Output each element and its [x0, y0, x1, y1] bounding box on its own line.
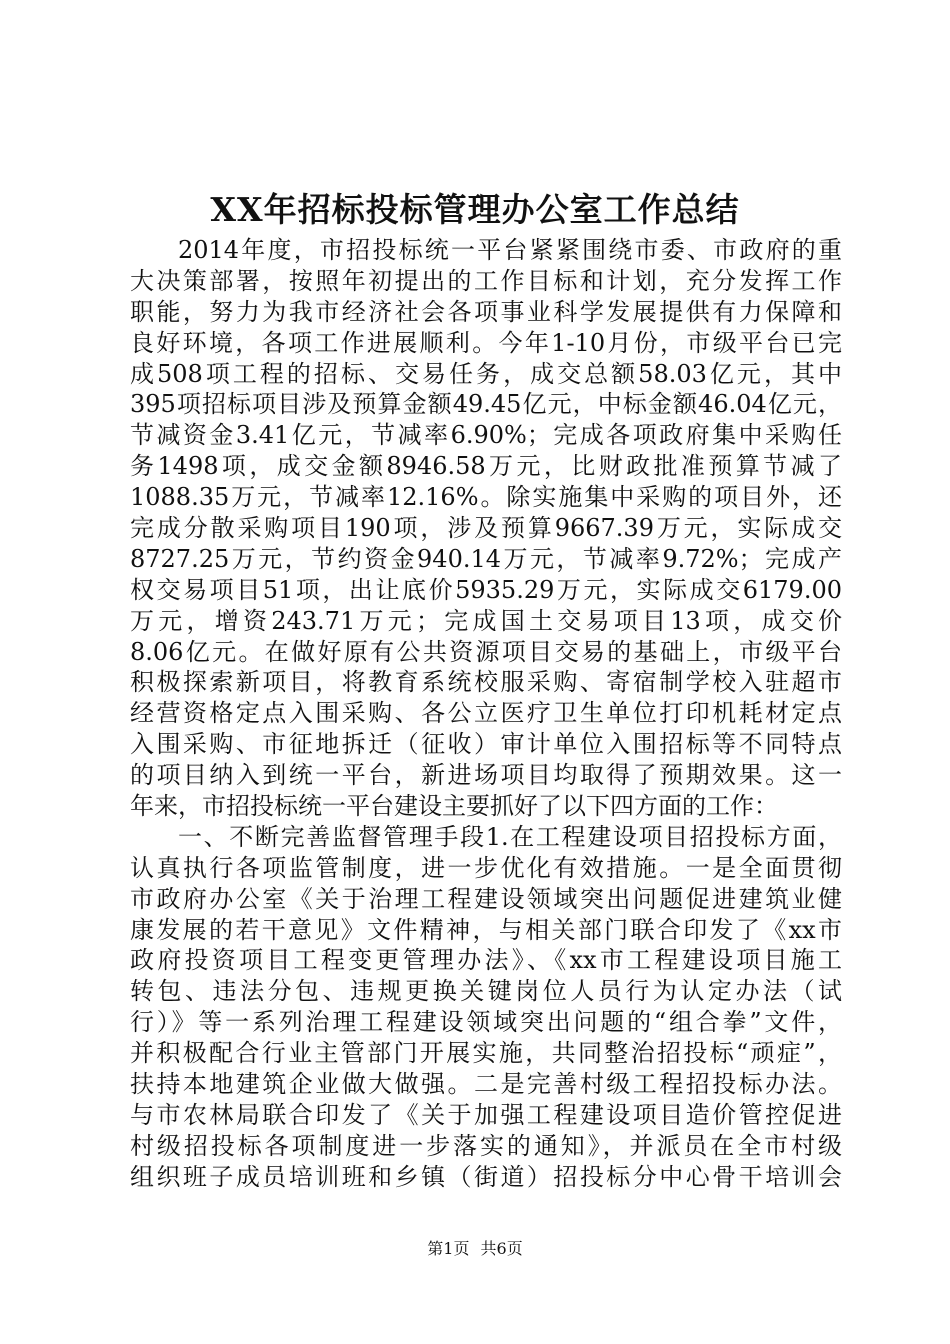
body-line: 权交易项目51项，出让底价5935.29万元，实际成交6179.00: [130, 575, 842, 604]
body-line: 8.06亿元。在做好原有公共资源项目交易的基础上，市级平台: [130, 637, 842, 666]
body-line: 村级招投标各项制度进一步落实的通知》，并派员在全市村级: [130, 1131, 842, 1160]
body-line: 务1498项，成交金额8946.58万元，比财政批准预算节减了: [130, 452, 842, 481]
page-number: 第1页: [427, 1239, 470, 1258]
body-line: 完成分散采购项目190项，涉及预算9667.39万元，实际成交: [130, 514, 842, 543]
body-line: 康发展的若干意见》文件精神，与相关部门联合印发了《xx市: [130, 915, 842, 944]
body-line: 经营资格定点入围采购、各公立医疗卫生单位打印机耗材定点: [130, 699, 842, 728]
body-line: 的项目纳入到统一平台，新进场项目均取得了预期效果。这一: [130, 761, 842, 790]
body-line: 扶持本地建筑企业做大做强。二是完善村级工程招投标办法。: [130, 1070, 842, 1099]
body-line: 认真执行各项监管制度，进一步优化有效措施。一是全面贯彻: [130, 853, 842, 882]
body-line: 市政府办公室《关于治理工程建设领域突出问题促进建筑业健: [130, 884, 842, 913]
body-line: 政府投资项目工程变更管理办法》、《xx市工程建设项目施工: [130, 946, 842, 975]
document-title: XX年招标投标管理办公室工作总结: [210, 190, 740, 229]
body-line: 入围采购、市征地拆迁（征收）审计单位入围招标等不同特点: [130, 730, 842, 759]
body-line: 年来，市招投标统一平台建设主要抓好了以下四方面的工作：: [130, 792, 778, 821]
body-line: 1088.35万元，节减率12.16%。除实施集中采购的项目外，还: [130, 483, 842, 512]
body-line: 节减资金3.41亿元，节减率6.90%；完成各项政府集中采购任: [130, 421, 842, 450]
page-total: 共6页: [480, 1239, 523, 1258]
body-line: 395项招标项目涉及预算金额49.45亿元，中标金额46.04亿元，: [130, 390, 842, 419]
body-line: 与市农林局联合印发了《关于加强工程建设项目造价管控促进: [130, 1100, 842, 1129]
body-line: 良好环境，各项工作进展顺利。今年1-10月份，市级平台已完: [130, 328, 842, 357]
body-line: 大决策部署，按照年初提出的工作目标和计划，充分发挥工作: [130, 266, 842, 295]
body-line: 8727.25万元，节约资金940.14万元，节减率9.72%；完成产: [130, 544, 842, 573]
body-line: 职能，努力为我市经济社会各项事业科学发展提供有力保障和: [130, 297, 842, 326]
body-line: 成508项工程的招标、交易任务，成交总额58.03亿元，其中: [130, 359, 842, 388]
body-line: 并积极配合行业主管部门开展实施，共同整治招投标“顽症”，: [130, 1039, 842, 1068]
page-footer: [0, 1238, 950, 1260]
body-line: 一、不断完善监督管理手段1.在工程建设项目招投标方面，: [178, 822, 842, 851]
body-line: 积极探索新项目，将教育系统校服采购、寄宿制学校入驻超市: [130, 668, 842, 697]
document-body: [130, 235, 842, 1193]
body-line: 转包、违法分包、违规更换关键岗位人员行为认定办法（试: [130, 977, 842, 1006]
body-line: 组织班子成员培训班和乡镇（街道）招投标分中心骨干培训会: [130, 1162, 842, 1191]
body-line: 行）》等一系列治理工程建设领域突出问题的“组合拳”文件，: [130, 1008, 842, 1037]
body-line: 2014年度，市招投标统一平台紧紧围绕市委、市政府的重: [178, 236, 842, 264]
body-line: 万元，增资243.71万元；完成国土交易项目13项，成交价: [130, 606, 842, 635]
